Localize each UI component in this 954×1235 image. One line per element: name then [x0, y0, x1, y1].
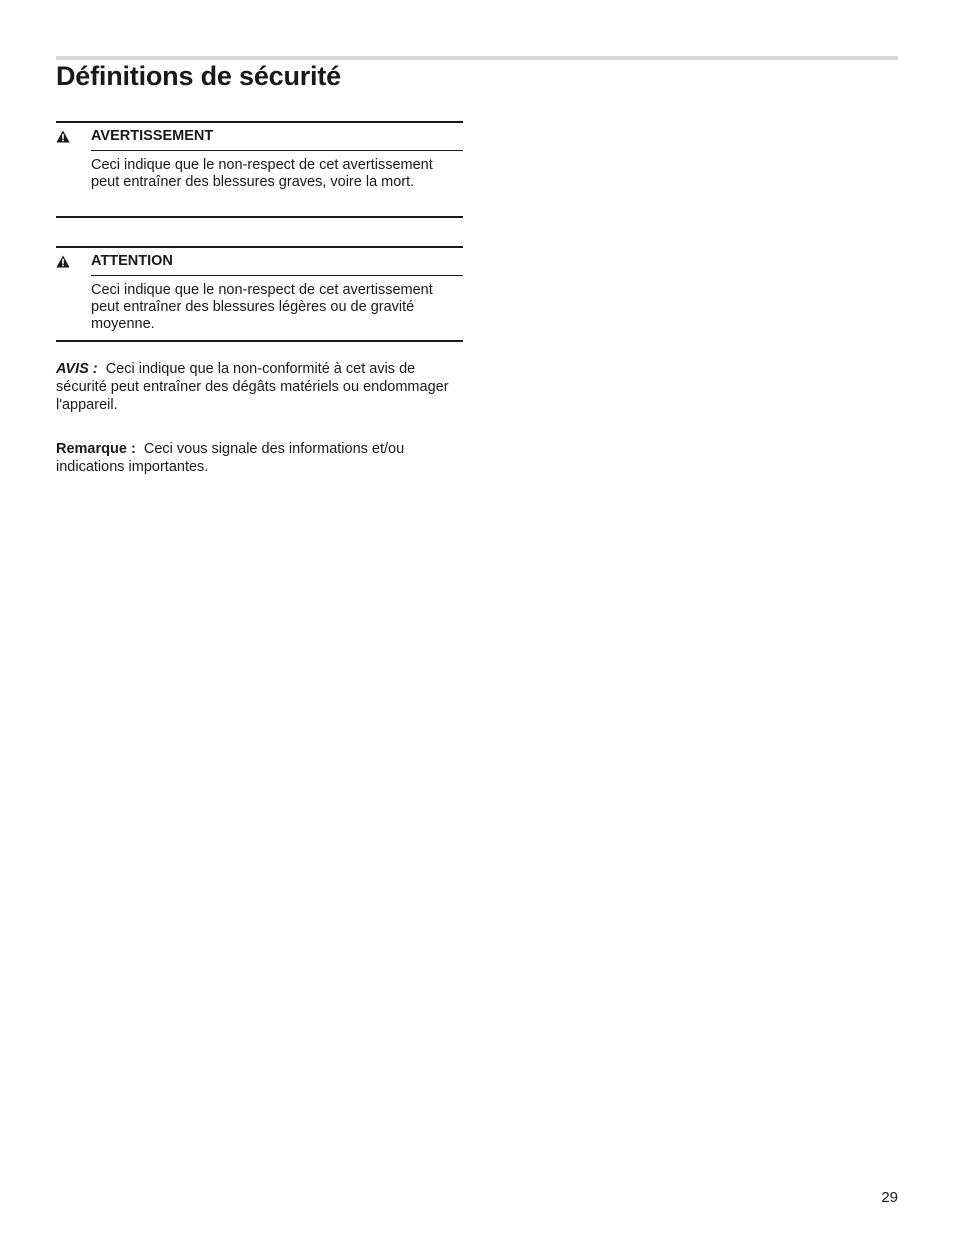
caution-header-divider: [91, 275, 463, 276]
warning-label: AVERTISSEMENT: [91, 128, 214, 144]
caution-label: ATTENTION: [91, 253, 173, 269]
top-divider: [56, 56, 898, 60]
notice-paragraph: [56, 360, 466, 414]
caution-box-header: [56, 248, 463, 276]
remark-lead: Remarque :: [56, 441, 136, 457]
notice-text: Ceci indique que la non-conformité à cet avis de sécurité peut entraîner des dégâts matériels ou endommager l'appareil.: [56, 361, 449, 413]
remark-paragraph: [56, 440, 466, 476]
warning-box: [56, 121, 463, 218]
page-title: Définitions de sécurité: [56, 61, 341, 91]
warning-triangle-icon: [56, 130, 70, 143]
warning-box-header: [56, 123, 463, 151]
notice-lead: AVIS :: [56, 361, 98, 377]
warning-header-divider: [91, 150, 463, 151]
caution-text: Ceci indique que le non-respect de cet avertissement peut entraîner des blessures légères ou de gravité moyenne.: [91, 282, 433, 332]
warning-triangle-icon: [56, 255, 70, 268]
remark-text: Ceci vous signale des informations et/ou indications importantes.: [56, 441, 405, 475]
caution-box: [56, 246, 463, 342]
page-number: 29: [881, 1189, 898, 1206]
warning-text: Ceci indique que le non-respect de cet avertissement peut entraîner des blessures graves, voire la mort.: [91, 157, 433, 190]
